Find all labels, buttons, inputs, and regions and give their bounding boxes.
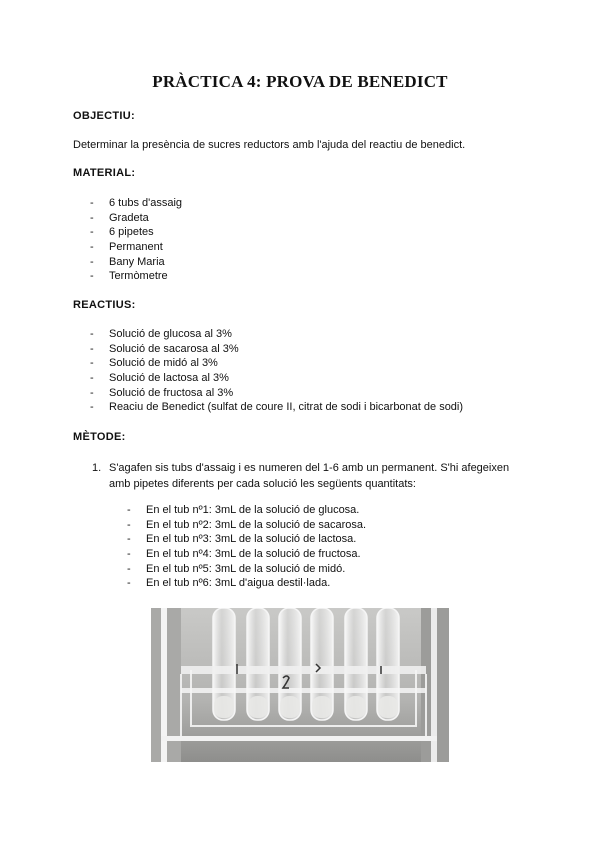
list-item: - En el tub nº3: 3mL de la solució de lactosa.: [127, 532, 366, 547]
objectiu-text: Determinar la presència de sucres reductors amb l'ajuda del reactiu de benedict.: [73, 139, 466, 151]
test-tubes-photo: [151, 608, 449, 762]
objectiu-heading: OBJECTIU:: [73, 110, 135, 122]
step-number: 1.: [92, 462, 102, 474]
list-item: - Gradeta: [90, 211, 182, 226]
list-item: - Permanent: [90, 240, 182, 255]
reactius-list: [90, 327, 463, 415]
test-tubes-rack-image: [151, 608, 449, 762]
metode-heading: MÈTODE:: [73, 431, 126, 443]
material-list: [90, 196, 182, 284]
list-item: - En el tub nº5: 3mL de la solució de midó.: [127, 562, 366, 577]
list-item: - 6 pipetes: [90, 225, 182, 240]
list-item: - Bany Maria: [90, 255, 182, 270]
page-title: PRÀCTICA 4: PROVA DE BENEDICT: [152, 72, 448, 91]
list-item: - En el tub nº6: 3mL d'aigua destil·lada.: [127, 576, 366, 591]
list-item: - Solució de lactosa al 3%: [90, 371, 463, 386]
list-item: - Reaciu de Benedict (sulfat de coure II, citrat de sodi i bicarbonat de sodi): [90, 400, 463, 415]
list-item: - En el tub nº1: 3mL de la solució de glucosa.: [127, 503, 366, 518]
list-item: - Solució de glucosa al 3%: [90, 327, 463, 342]
list-item: - Solució de sacarosa al 3%: [90, 342, 463, 357]
reactius-heading: REACTIUS:: [73, 299, 136, 311]
list-item: - Solució de midó al 3%: [90, 356, 463, 371]
list-item: - En el tub nº2: 3mL de la solució de sacarosa.: [127, 518, 366, 533]
material-heading: MATERIAL:: [73, 167, 136, 179]
list-item: - Termòmetre: [90, 269, 182, 284]
list-item: - Solució de fructosa al 3%: [90, 386, 463, 401]
tubes-list: [127, 503, 366, 591]
method-step: [92, 460, 512, 492]
step-text: S'agafen sis tubs d'assaig i es numeren del 1-6 amb un permanent. S'hi afegeixen amb pipetes diferents per cada solució les següents quantitats:: [109, 462, 510, 490]
list-item: - En el tub nº4: 3mL de la solució de fructosa.: [127, 547, 366, 562]
list-item: - 6 tubs d'assaig: [90, 196, 182, 211]
